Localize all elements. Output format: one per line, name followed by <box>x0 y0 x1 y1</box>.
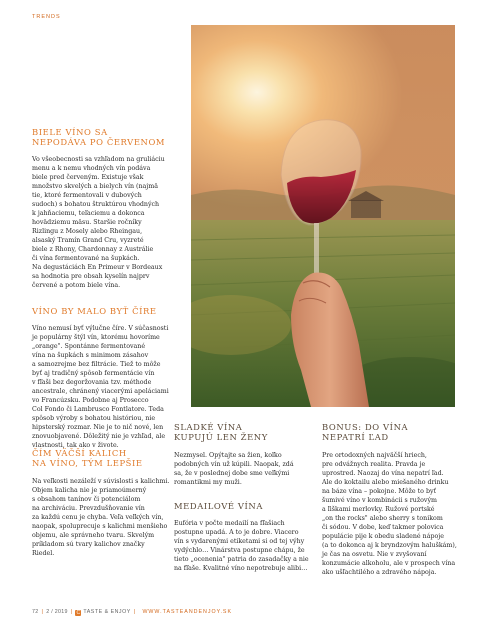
paragraph-sweet-wines: Nezmysel. Opýtajte sa žien, koľko podobných vín už kúpili. Naopak, zdá sa, že v poslednej dobe sme veľkými romantikmi my muži. <box>174 452 294 486</box>
heading-white-wine: BIELE VÍNO SA NEPODÁVA PO ČERVENOM <box>32 127 166 147</box>
page-footer: 72 | 2 / 2019 | C TASTE & ENJOY | WWW.TASTEANDENJOY.SK <box>32 609 232 616</box>
paragraph-medal-wines: Eufória v počte medailí na fľašiach postupne upadá. A to je dobre. Viacero vín s vydarenými etiketami si od tej výhy vydýchlo… Vinárstva postupne chápu, že tieto „ocenenia" patria do zasadačky a nie na fľaše. Kvalitné víno nepotrebuje alibi… <box>174 520 309 572</box>
section-label: TRENDS <box>32 14 61 20</box>
heading-sweet-wines: SLADKÉ VÍNA KUPUJÚ LEN ŽENY <box>174 422 268 442</box>
paragraph-bonus-ice: Pre ortodoxných najväčší hriech, pre odvážnych realita. Pravda je uprostred. Naozaj do vína nepatrí ľad. Ale do koktailu alebo miešaného drinku na báze vína – pokojne. Môže to byť šumivé víno v kombinácii s ružovým a ľiškami merlovky. Ružové portské „on the rocks" alebo sherry s tonikom či sódou. V dobe, keď takmer polovica populácie pije k obedu sladené nápoje (a to dokonca aj k bryndzovým haluškám), je čas na osvetu. Nie v zvyšovaní konzumácie alkoholu, ale v prospech vína ako ušľachtilého a zdravého nápoja. <box>322 452 457 576</box>
website-link[interactable]: WWW.TASTEANDENJOY.SK <box>142 609 232 615</box>
paragraph-clear-wine: Víno nemusí byť výlučne číre. V súčasnosti je populárny štýl vín, ktorému hovoríme „orange". Spontánne fermentované vína na šupkách s minimom zásahov a samozrejme bez filtrácie. Tiež to môže byť aj tradičný spôsob fermentácie vín v fľaši bez degoržovania tzv. méthode ancestrale, chránený viacerými apeláciami vo Francúzsku. Podobne aj Prosecco Col Fondo či Lambrusco Fontlatore. Teda spôsob výroby s bohatou históriou, nie hipsterský rozmar. Nie je to nič nové, len znovuobjavené. Dôležitý nie je vzhľad, ale vlastnosti, tak ako v živote. <box>32 325 169 449</box>
heading-medal-wines: MEDAILOVÉ VÍNA <box>174 501 263 511</box>
paragraph-white-wine: Vo všeobecnosti sa vzhľadom na gruliáciu menu a k nemu vhodných vín podáva biele pred červeným. Existuje však množstvo skvelých a bielych vín (najmä tie, ktoré fermentovali v dubových sudoch) s bohatou štruktúrou vhodných k jahňaciemu, teľaciemu a dokonca hovädziemu mäsu. Staršie ročníky Rizlingu z Mosely alebo Rheingau, alsaský Tramín Grand Cru, vyzreté biele z Rhony, Chardonnay z Austrálie či vína fermentované na šupkách. Na degustáciách En Primeur v Bordeaux sa hodnotia pre obsah kyselín najprv červené a potom biele vína. <box>32 156 165 289</box>
sunset-vineyard-image <box>191 25 455 407</box>
heading-clear-wine: VÍNO BY MALO BYŤ ČÍRE <box>32 306 157 316</box>
page-number: 72 <box>32 609 39 615</box>
wine-glass-photo <box>191 25 455 407</box>
issue-number: 2 / 2019 <box>46 609 68 615</box>
paragraph-bigger-glass: Na veľkosti nezáleží v súvislosti s kalichmi. Objem kalicha nie je priamoúmerný s obsahom tanínov či potenciálom na archiváciu. Prevzdušňovanie vín za každú cenu je chyba. Veľa veľkých vín, naopak, spoluprecuje s kalichmi menšieho objemu, ale správneho tvaru. Skvelým príkladom sú tvary kalichov značky Riedel. <box>32 478 170 557</box>
brand-name: TASTE & ENJOY <box>83 609 131 615</box>
brand-logo-icon: C <box>76 610 81 616</box>
heading-bigger-glass: ČÍM VÄČŠÍ KALICH NA VÍNO, TÝM LEPŠIE <box>32 448 143 468</box>
heading-bonus-ice: BONUS: DO VÍNA NEPATRÍ ĽAD <box>322 422 409 442</box>
